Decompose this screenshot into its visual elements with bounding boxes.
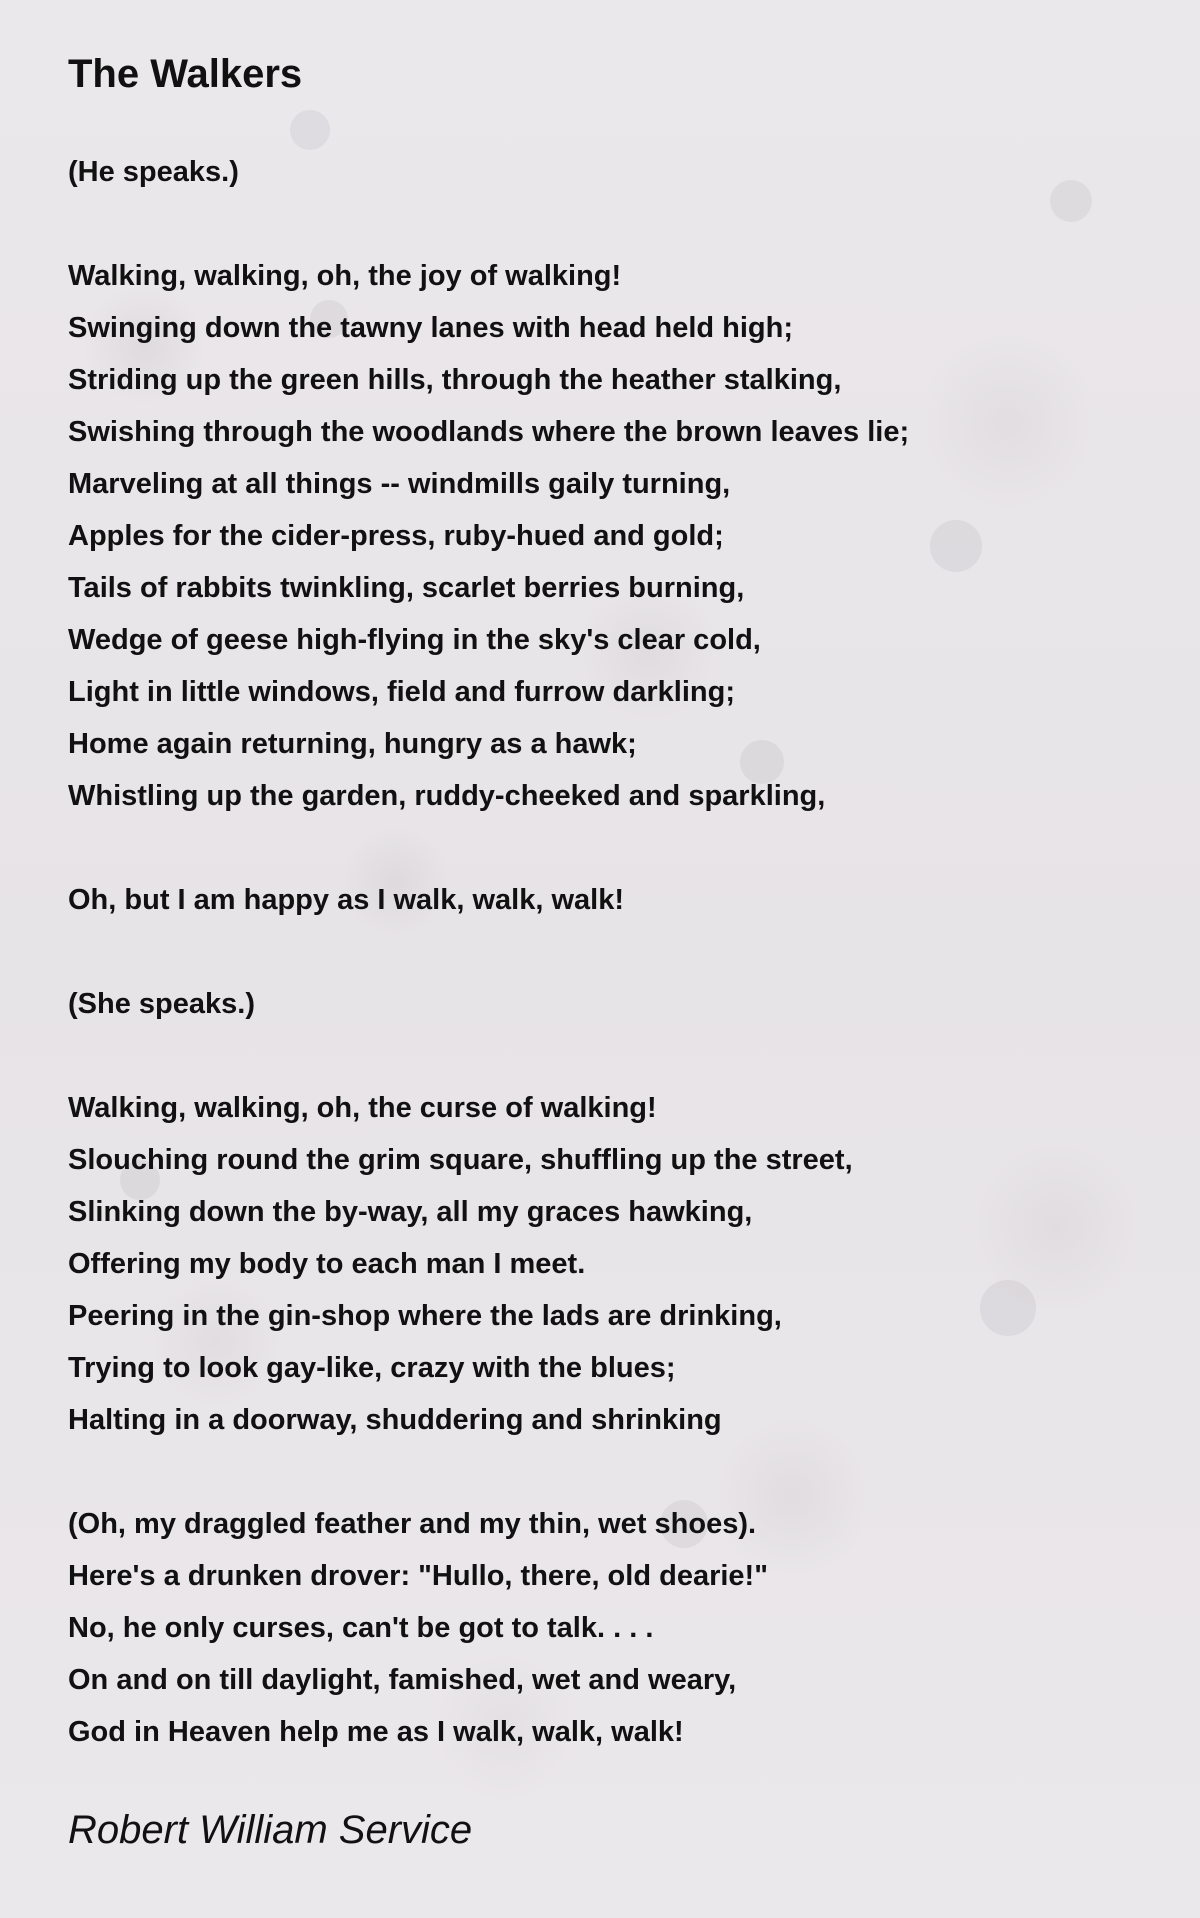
stanza-5	[68, 1082, 1148, 1446]
poem-line: Marveling at all things -- windmills gaily turning,	[68, 468, 731, 500]
poem-line: Striding up the green hills, through the heather stalking,	[68, 364, 842, 396]
poem-line: No, he only curses, can't be got to talk. . . .	[68, 1612, 654, 1644]
poem-title: The Walkers	[68, 52, 303, 96]
poem-line: Wedge of geese high-flying in the sky's clear cold,	[68, 624, 761, 656]
stanza-6	[68, 1498, 1148, 1758]
poem-line: Oh, but I am happy as I walk, walk, walk!	[68, 884, 624, 916]
stanza-break	[68, 926, 1148, 978]
poem-line: Here's a drunken drover: "Hullo, there, old dearie!"	[68, 1560, 768, 1592]
poem-line: Offering my body to each man I meet.	[68, 1248, 586, 1280]
poem-line: Peering in the gin-shop where the lads are drinking,	[68, 1300, 782, 1332]
stanza-2	[68, 250, 1148, 822]
poem-line: Halting in a doorway, shuddering and shrinking	[68, 1404, 722, 1436]
poem-page	[68, 30, 1148, 1850]
poem-line: Trying to look gay-like, crazy with the blues;	[68, 1352, 676, 1384]
poem-line: Home again returning, hungry as a hawk;	[68, 728, 637, 760]
poem-line: (Oh, my draggled feather and my thin, wet shoes).	[68, 1508, 757, 1540]
stanza-3	[68, 874, 1148, 926]
poem-body	[68, 146, 1148, 1758]
poem-line: Walking, walking, oh, the curse of walking!	[68, 1092, 657, 1124]
poem-line: Apples for the cider-press, ruby-hued and gold;	[68, 520, 724, 552]
stanza-1	[68, 146, 1148, 198]
poem-line: Slouching round the grim square, shuffling up the street,	[68, 1144, 853, 1176]
stanza-break	[68, 822, 1148, 874]
poem-author: Robert William Service	[68, 1808, 473, 1852]
poem-line: Swishing through the woodlands where the brown leaves lie;	[68, 416, 910, 448]
stanza-break	[68, 1030, 1148, 1082]
stanza-break	[68, 1446, 1148, 1498]
poem-line: On and on till daylight, famished, wet and weary,	[68, 1664, 737, 1696]
poem-line: Whistling up the garden, ruddy-cheeked and sparkling,	[68, 780, 826, 812]
poem-line: Tails of rabbits twinkling, scarlet berries burning,	[68, 572, 745, 604]
poem-line: Walking, walking, oh, the joy of walking!	[68, 260, 622, 292]
stanza-break	[68, 198, 1148, 250]
poem-line: Swinging down the tawny lanes with head held high;	[68, 312, 794, 344]
poem-line: God in Heaven help me as I walk, walk, walk!	[68, 1716, 684, 1748]
poem-line: Light in little windows, field and furrow darkling;	[68, 676, 735, 708]
poem-line: (He speaks.)	[68, 156, 239, 188]
poem-line: Slinking down the by-way, all my graces hawking,	[68, 1196, 753, 1228]
poem-line: (She speaks.)	[68, 988, 255, 1020]
stanza-4	[68, 978, 1148, 1030]
